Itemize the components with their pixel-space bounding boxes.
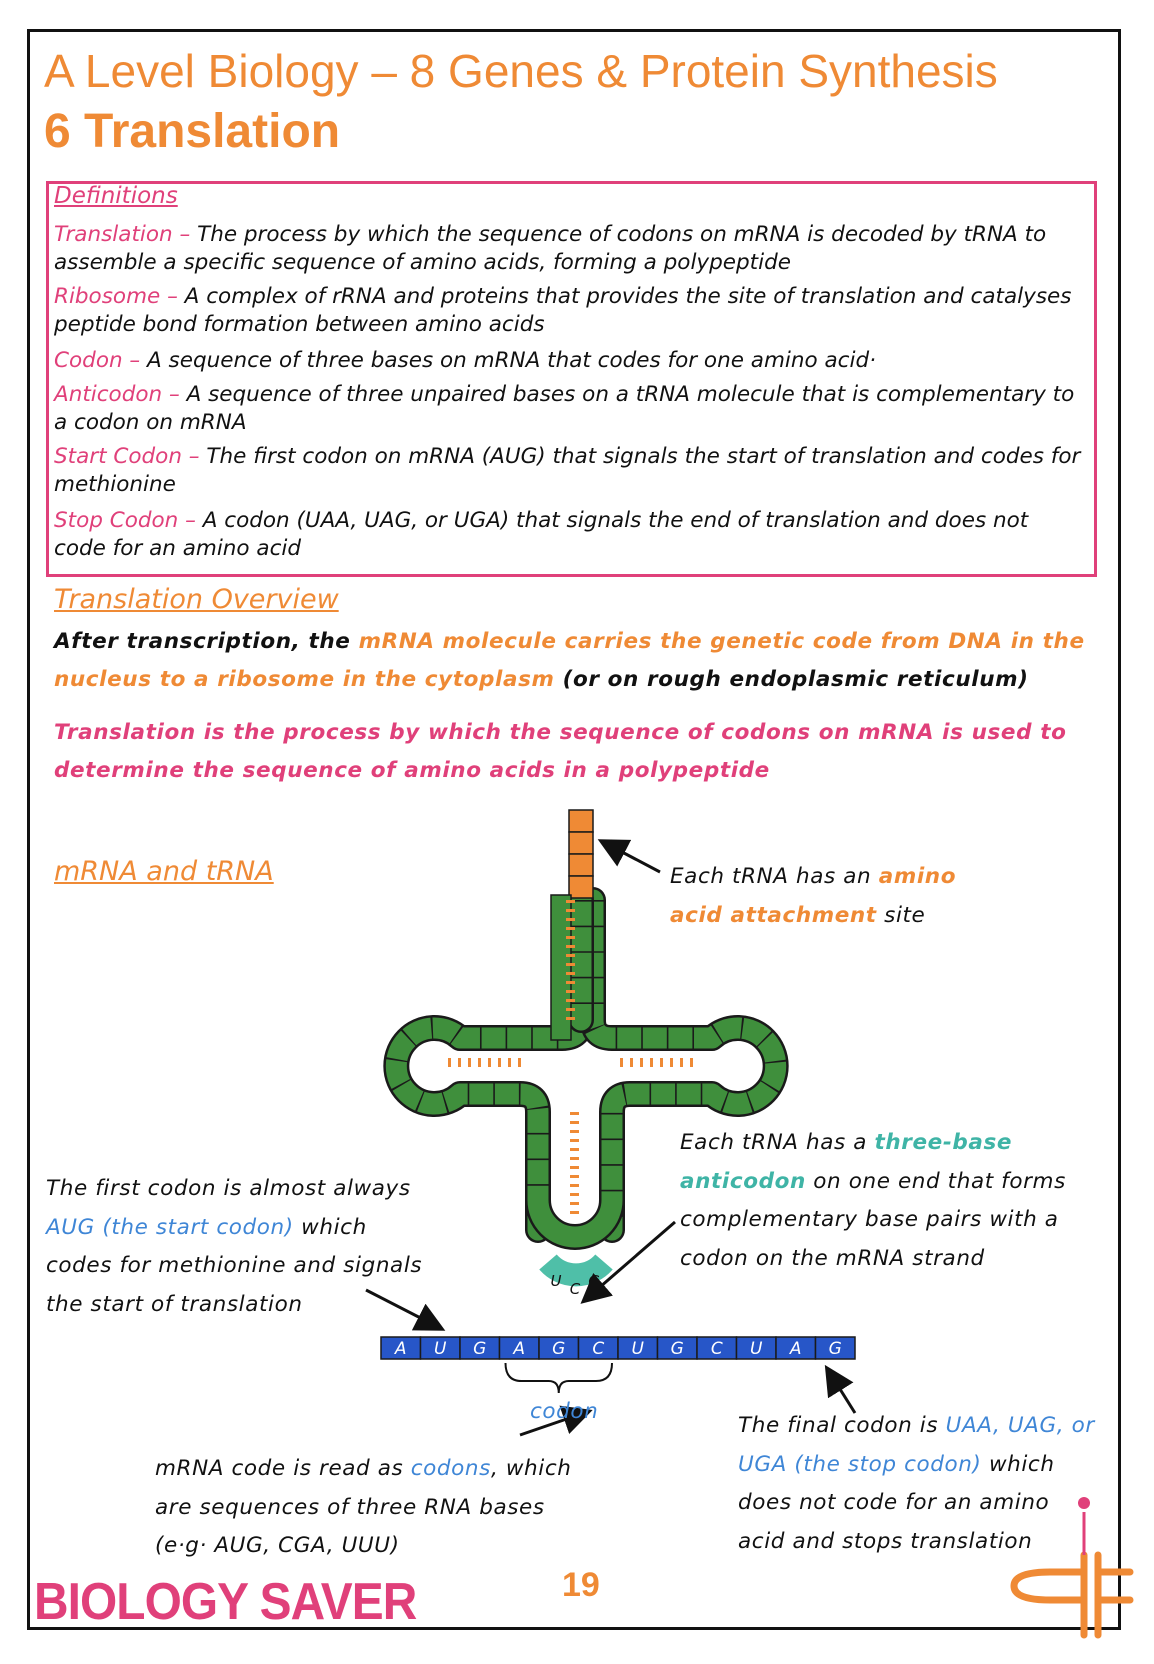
mrna-base-letter: A [513,1339,526,1359]
note-text: The first codon is almost always [46,1176,411,1201]
note-highlight: codons [410,1456,491,1481]
anticodon-base: U [550,1272,562,1290]
page-title: A Level Biology – 8 Genes & Protein Synthesis [44,45,998,97]
note-text: on one end that forms complementary base pairs with a codon on the mRNA strand [680,1168,1066,1271]
mrna-base-letter: C [592,1339,605,1359]
overview-highlight: mRNA molecule carries the genetic code from DNA in the nucleus to a ribosome in the cytoplasm [54,629,1085,692]
definition-text: A sequence of three unpaired bases on a tRNA molecule that is complementary to a codon on mRNA [54,382,1075,435]
biology-saver-logo: BIOLOGY SAVER [34,1573,417,1631]
definition-text: A codon (UAA, UAG, or UGA) that signals the end of translation and does not code for an amino acid [54,508,1029,561]
definition-term: Stop Codon – [54,508,203,533]
definition-text: The first codon on mRNA (AUG) that signals the start of translation and codes for methionine [54,444,1081,497]
mrna-base-letter: G [473,1339,487,1359]
mrna-base-letter: A [394,1339,407,1359]
mrna-base-letter: G [552,1339,566,1359]
note-highlight: AUG (the start codon) [46,1214,294,1240]
definition-term: Ribosome – [54,284,185,309]
mrna-base-letter: U [750,1339,763,1359]
definition-term: Translation – [54,222,198,247]
mrna-base-letter: U [631,1339,644,1359]
overview-text: After transcription, the [54,629,359,654]
definition-term: Anticodon – [54,382,187,407]
mrna-base-letter: A [789,1339,802,1359]
note-highlight: amino acid attachment [670,864,957,928]
definition-text: The process by which the sequence of codons on mRNA is decoded by tRNA to assemble a specific sequence of amino acids, forming a polypeptide [54,222,1047,275]
definition-term: Codon – [54,348,148,373]
note-text: , which are sequences of three RNA bases (e·g· AUG, CGA, UUU) [155,1456,572,1558]
overview-text: (or on rough endoplasmic reticulum) [554,667,1029,692]
note-text: mRNA code is read as [155,1456,411,1481]
definition-text: A complex of rRNA and proteins that provides the site of translation and catalyses peptide bond formation between amino acids [54,284,1072,337]
note-text: The final codon is [738,1413,946,1438]
note-text: site [876,902,926,928]
note-text: Each tRNA has an [670,864,879,889]
note-highlight: three-base anticodon [680,1130,1013,1194]
note-text: which does not code for an amino acid and stops translation [738,1451,1055,1554]
anticodon-base: C [569,1280,581,1298]
codon-label: codon [530,1399,599,1424]
note-text: which codes for methionine and signals the start of translation [46,1214,423,1317]
note-text: Each tRNA has a [680,1130,875,1155]
mrna-base-letter: G [670,1339,684,1359]
definition-text: A sequence of three bases on mRNA that codes for one amino acid· [147,348,876,373]
definitions-heading: Definitions [54,183,178,209]
definition-term: Start Codon – [54,444,207,469]
page-number: 19 [562,1566,600,1604]
mrna-base-letter: G [828,1339,842,1359]
diagram-heading: mRNA and tRNA [54,856,274,887]
page-subtitle: 6 Translation [44,105,341,158]
mrna-base-letter: U [434,1339,447,1359]
note-highlight: UAA, UAG, or UGA (the stop codon) [738,1413,1095,1477]
overview-paragraph-2: Translation is the process by which the sequence of codons on mRNA is used to determine the sequence of amino acids in a polypeptide [54,720,1067,783]
mrna-base-letter: C [710,1339,723,1359]
overview-heading: Translation Overview [54,584,339,615]
anticodon-base: G [588,1272,600,1290]
